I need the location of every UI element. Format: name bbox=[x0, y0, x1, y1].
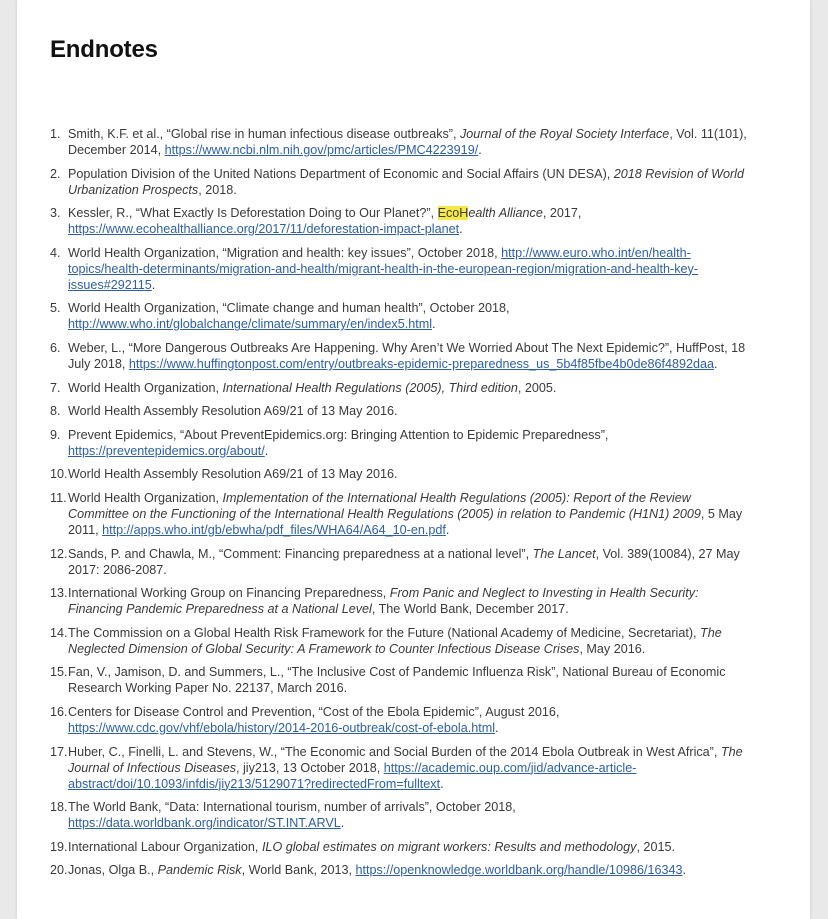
endnote-item bbox=[50, 427, 750, 459]
endnote-item bbox=[50, 664, 750, 696]
endnote-number: 20. bbox=[50, 863, 68, 878]
endnote-item bbox=[50, 205, 750, 237]
endnote-period: . bbox=[264, 443, 269, 458]
endnote-italic-title: The Journal of Infectious Diseases bbox=[68, 744, 743, 775]
endnote-text: Kessler, R., “What Exactly Is Deforestation Doing to Our Planet?”, bbox=[68, 206, 438, 221]
endnote-italic-title: ealth Alliance bbox=[468, 206, 543, 221]
endnote-number: 1. bbox=[50, 127, 61, 141]
endnote-italic-title: International Health Regulations (2005), Third edition bbox=[222, 380, 518, 395]
endnote-period: . bbox=[682, 863, 686, 878]
endnote-number: 4. bbox=[50, 245, 61, 260]
endnote-number: 9. bbox=[50, 427, 61, 442]
endnote-item bbox=[50, 380, 750, 396]
endnote-number: 14. bbox=[50, 625, 68, 640]
endnote-link[interactable]: https://www.ecohealthalliance.org/2017/11/deforestation-impact-planet bbox=[68, 222, 460, 237]
endnote-text: Jonas, Olga B., bbox=[68, 863, 158, 878]
endnote-number: 15. bbox=[50, 665, 68, 680]
endnote-italic-title: ILO global estimates on migrant workers: Results and methodology bbox=[261, 839, 637, 854]
endnote-number: 19. bbox=[50, 839, 68, 854]
endnote-link[interactable]: https://www.cdc.gov/vhf/ebola/history/2014-2016-outbreak/cost-of-ebola.html bbox=[68, 720, 496, 735]
endnote-item bbox=[50, 585, 750, 617]
endnote-item bbox=[50, 839, 750, 855]
endnote-item bbox=[50, 862, 750, 878]
endnote-number: 10. bbox=[50, 467, 68, 482]
endnote-text: Prevent Epidemics, “About PreventEpidemics.org: Bringing Attention to Epidemic Preparedness”, bbox=[68, 427, 609, 442]
endnote-number: 6. bbox=[50, 340, 61, 355]
endnote-text: World Health Organization, “Climate change and human health”, October 2018, bbox=[68, 301, 510, 316]
endnote-item bbox=[50, 490, 750, 538]
endnote-text: The Commission on a Global Health Risk Framework for the Future (National Academy of Medicine, Secretariat), bbox=[68, 625, 701, 640]
endnote-link[interactable]: http://www.who.int/globalchange/climate/summary/en/index5.html bbox=[68, 317, 432, 332]
endnote-text-tail: , 5 May 2011, bbox=[68, 506, 743, 537]
endnote-italic-title: 2018 Revision of World Urbanization Prospects bbox=[68, 166, 744, 197]
endnote-item bbox=[50, 166, 750, 198]
endnote-text: World Health Assembly Resolution A69/21 of 13 May 2016. bbox=[68, 404, 398, 419]
endnote-text: Sands, P. and Chawla, M., “Comment: Financing preparedness at a national level”, bbox=[68, 546, 533, 561]
endnote-item bbox=[50, 799, 750, 831]
endnote-item bbox=[50, 403, 750, 419]
endnote-item bbox=[50, 625, 750, 657]
page-title: Endnotes bbox=[50, 36, 158, 63]
endnote-item bbox=[50, 245, 750, 293]
endnote-item bbox=[50, 546, 750, 578]
endnote-number: 7. bbox=[50, 380, 61, 395]
endnote-text: World Health Organization, bbox=[68, 380, 223, 395]
endnote-text-tail: , Vol. 11(101), December 2014, bbox=[68, 127, 747, 157]
endnote-link[interactable]: https://www.huffingtonpost.com/entry/outbreaks-epidemic-preparedness_us_5b4f85fbe4b0de86f4892daa bbox=[128, 356, 714, 371]
endnote-text-tail: , Vol. 389(10084), 27 May 2017: 2086-2087. bbox=[68, 546, 740, 577]
endnote-text: Fan, V., Jamison, D. and Summers, L., “The Inclusive Cost of Pandemic Influenza Risk”, National Bureau of Economic Research Working Paper No. 22137, March 2016. bbox=[68, 665, 726, 696]
endnote-text: World Health Organization, “Migration and health: key issues”, October 2018, bbox=[68, 245, 502, 260]
endnote-text-tail: , jiy213, 13 October 2018, bbox=[236, 760, 384, 775]
endnote-number: 11. bbox=[50, 490, 67, 505]
endnote-number: 5. bbox=[50, 301, 61, 316]
endnote-italic-title: The Lancet bbox=[532, 546, 596, 561]
endnote-link[interactable]: https://openknowledge.worldbank.org/handle/10986/16343 bbox=[355, 863, 683, 878]
endnote-text-tail: , The World Bank, December 2017. bbox=[371, 602, 569, 617]
endnote-text: Smith, K.F. et al., “Global rise in human infectious disease outbreaks”, bbox=[68, 127, 460, 141]
endnote-number: 2. bbox=[50, 166, 61, 181]
endnote-italic-title: The Neglected Dimension of Global Security: A Framework to Counter Infectious Disease Crises bbox=[68, 625, 722, 656]
endnote-item bbox=[50, 300, 750, 332]
endnotes-list bbox=[50, 126, 750, 886]
endnote-text: Weber, L., “More Dangerous Outbreaks Are Happening. Why Aren’t We Worried About The Next Epidemic?”, HuffPost, 18 July 2018, bbox=[68, 340, 746, 371]
endnote-item bbox=[50, 466, 750, 482]
endnote-period: . bbox=[478, 143, 482, 157]
endnote-link[interactable]: https://preventepidemics.org/about/ bbox=[68, 443, 265, 458]
endnote-period: . bbox=[440, 776, 444, 791]
endnote-period: . bbox=[445, 522, 450, 537]
endnote-link[interactable]: http://www.euro.who.int/en/health-topics/health-determinants/migration-and-health/migrant-health-in-the-european-region/migration-and-health-key-issues#292115 bbox=[68, 245, 699, 292]
endnote-period: . bbox=[432, 317, 436, 332]
highlighted-text: EcoH bbox=[437, 206, 469, 221]
endnote-link[interactable]: https://www.ncbi.nlm.nih.gov/pmc/articles/PMC4223919/ bbox=[164, 143, 479, 157]
endnote-text: Huber, C., Finelli, L. and Stevens, W., “The Economic and Social Burden of the 2014 Ebola Outbreak in West Africa”, bbox=[68, 744, 721, 759]
endnote-italic-title: From Panic and Neglect to Investing in Health Security: Financing Pandemic Preparedness at a National Level bbox=[68, 586, 699, 617]
endnote-item bbox=[50, 340, 750, 372]
endnote-period: . bbox=[340, 816, 345, 831]
endnote-italic-title: Pandemic Risk bbox=[157, 863, 242, 878]
endnote-text: Centers for Disease Control and Prevention, “Cost of the Ebola Epidemic”, August 2016, bbox=[68, 704, 560, 719]
endnote-number: 12. bbox=[50, 546, 68, 561]
endnote-text-tail: , 2015. bbox=[636, 839, 675, 854]
endnote-number: 3. bbox=[50, 206, 61, 221]
endnote-text-tail: , 2017, bbox=[542, 206, 582, 221]
endnote-text-tail: , 2018. bbox=[198, 182, 237, 197]
endnote-number: 17. bbox=[50, 744, 68, 759]
endnote-link[interactable]: https://academic.oup.com/jid/advance-article-abstract/doi/10.1093/infdis/jiy213/5129071?redirectedFrom=fulltext bbox=[68, 760, 637, 791]
endnote-italic-title: Journal of the Royal Society Interface bbox=[460, 127, 670, 141]
endnote-period: . bbox=[151, 277, 156, 292]
endnote-period: . bbox=[714, 356, 718, 371]
endnote-item bbox=[50, 126, 750, 158]
endnote-number: 8. bbox=[50, 404, 61, 419]
endnote-text: International Labour Organization, bbox=[68, 839, 262, 854]
endnote-text-tail: , May 2016. bbox=[579, 641, 646, 656]
endnote-link[interactable]: https://data.worldbank.org/indicator/ST.INT.ARVL bbox=[68, 816, 341, 831]
endnote-period: . bbox=[495, 720, 499, 735]
endnote-text: Population Division of the United Nations Department of Economic and Social Affairs (UN DESA), bbox=[68, 166, 614, 181]
endnote-number: 18. bbox=[50, 800, 68, 815]
endnote-text: World Health Organization, bbox=[68, 490, 223, 505]
document-page bbox=[17, 0, 810, 919]
endnote-number: 16. bbox=[50, 704, 68, 719]
endnote-text: International Working Group on Financing Preparedness, bbox=[68, 586, 390, 601]
endnote-item bbox=[50, 704, 750, 736]
endnote-text-tail: , World Bank, 2013, bbox=[241, 863, 356, 878]
endnote-text-tail: , 2005. bbox=[517, 380, 557, 395]
endnote-number: 13. bbox=[50, 586, 68, 601]
endnote-text: The World Bank, “Data: International tourism, number of arrivals”, October 2018, bbox=[68, 800, 516, 815]
endnote-item bbox=[50, 744, 750, 792]
endnote-period: . bbox=[459, 222, 463, 237]
endnote-italic-title: Implementation of the International Health Regulations (2005): Report of the Review Committee on the Functioning of the International Health Regulations (2005) in relation to Pandemic (H1N1) 2009 bbox=[68, 490, 701, 521]
endnote-link[interactable]: http://apps.who.int/gb/ebwha/pdf_files/WHA64/A64_10-en.pdf bbox=[102, 522, 446, 537]
endnote-text: World Health Assembly Resolution A69/21 of 13 May 2016. bbox=[68, 467, 398, 482]
